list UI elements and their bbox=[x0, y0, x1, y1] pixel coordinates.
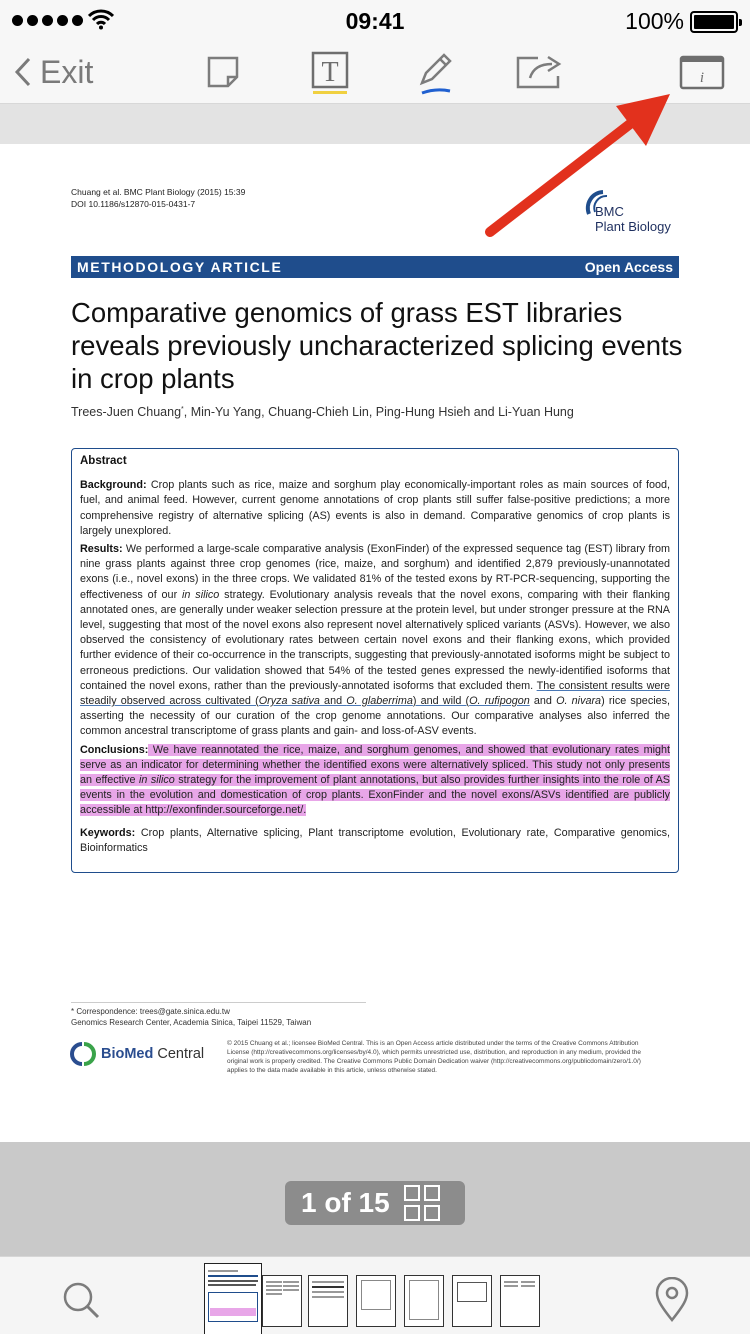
chevron-left-icon bbox=[14, 57, 32, 87]
share-icon bbox=[514, 54, 566, 90]
background-label: Background: bbox=[80, 479, 147, 492]
underlined-text: The consistent results were steadily observed across cultivated ( bbox=[80, 679, 670, 708]
biomed-icon bbox=[70, 1042, 96, 1066]
affiliation-line: Genomics Research Center, Academia Sinica, Taipei 11529, Taiwan bbox=[71, 1018, 312, 1027]
thumbnail-page-7[interactable] bbox=[500, 1275, 540, 1327]
info-icon bbox=[679, 54, 725, 90]
keywords-label: Keywords: bbox=[80, 826, 136, 839]
underlined-text: and bbox=[319, 695, 347, 708]
species-name: Oryza sativa bbox=[258, 695, 320, 708]
search-icon[interactable] bbox=[60, 1279, 104, 1323]
underlined-text: ) and wild ( bbox=[412, 695, 470, 708]
highlighted-text: strategy for the improvement of plant annotations, but also provides further insights into the role of AS events in the evolution and domestication of crop plants. ExonFinder and the novel exons/ASVs identified are publicly accessible at http://exonfinder.sourceforge.net/. bbox=[80, 774, 670, 817]
text-icon bbox=[310, 48, 350, 96]
exit-button[interactable] bbox=[14, 40, 124, 104]
page-indicator[interactable] bbox=[285, 1181, 465, 1225]
battery-percent: 100% bbox=[625, 8, 684, 34]
open-access-label: Open Access bbox=[584, 259, 673, 275]
thumbnail-page-3[interactable] bbox=[308, 1275, 348, 1327]
document-page[interactable] bbox=[0, 144, 750, 1142]
results-label: Results: bbox=[80, 543, 123, 556]
thumbnail-page-1[interactable] bbox=[204, 1263, 262, 1334]
correspondence-footnote bbox=[71, 1006, 311, 1028]
highlight-annotation[interactable] bbox=[80, 744, 670, 817]
text-tool-button[interactable] bbox=[308, 40, 352, 104]
pencil-tool-button[interactable] bbox=[412, 40, 458, 104]
species-name: O. nivara bbox=[556, 695, 602, 708]
pencil-icon bbox=[414, 47, 456, 97]
conclusions-label: Conclusions: bbox=[80, 743, 149, 756]
results-paragraph bbox=[80, 542, 670, 740]
red-arrow-annotation bbox=[480, 88, 680, 248]
grid-view-icon[interactable] bbox=[404, 1185, 440, 1221]
italic-term: in silico bbox=[182, 588, 220, 601]
license-text: © 2015 Chuang et al.; licensee BioMed Central. This is an Open Access article distributed under the terms of the Creative Commons Attribution License (http://creativecommons.org/licenses/by/4.0), which permits unrestricted use, distribution, and reproduction in any medium, provided the original work is properly credited. The Creative Commons Public Domain Dedication waiver (http://creativecommons.org/publicdomain/zero/1.0/) applies to the data made available in this article, unless otherwise stated. bbox=[227, 1040, 642, 1074]
exit-label: Exit bbox=[40, 53, 94, 90]
journal-line: Plant Biology bbox=[595, 219, 671, 234]
svg-text:i: i bbox=[699, 70, 705, 86]
citation bbox=[71, 186, 245, 210]
publisher-bold: BioMed bbox=[101, 1046, 154, 1062]
publisher-name bbox=[101, 1046, 204, 1062]
location-pin-icon[interactable] bbox=[652, 1277, 692, 1323]
battery-icon bbox=[690, 11, 738, 33]
corresponding-mark: * bbox=[181, 405, 184, 413]
citation-line: Chuang et al. BMC Plant Biology (2015) 15:39 bbox=[71, 187, 246, 197]
article-type: METHODOLOGY ARTICLE bbox=[77, 259, 283, 275]
background-text: Crop plants such as rice, maize and sorghum play economically-important roles as main sources of food, fuel, and animal feed. However, current genome annotations of crop plants still suffer false-positive predictions; a more comprehensive registry of alternative splicing (AS) events is also in demand. Comparative genomics of crop plants is largely unexplored. bbox=[80, 479, 670, 537]
author-list bbox=[71, 405, 574, 419]
footnote-divider bbox=[71, 1002, 366, 1003]
keywords-paragraph bbox=[80, 826, 670, 856]
clock: 09:41 bbox=[345, 8, 405, 34]
results-text: ) rice species, asserting the necessity of our curation of the crop genome annotations. Our comparative analyses also inferred the common ancestral transcriptome of grass plants and gain- and loss-of-ASV events. bbox=[80, 695, 671, 738]
article-title: Comparative genomics of grass EST libraries reveals previously uncharacterized splicing events in crop plants bbox=[71, 297, 683, 394]
thumbnail-page-6[interactable] bbox=[452, 1275, 492, 1327]
species-name: O. glaberrima bbox=[346, 695, 413, 708]
thumbnail-page-5[interactable] bbox=[404, 1275, 444, 1327]
svg-text:T: T bbox=[321, 57, 339, 88]
results-text: strategy. Evolutionary analysis reveals that the novel exons, comparing with their flanking annotated ones, are generally under weaker selection pressure at the protein level, but under stronger pressure at the RNA level, suggesting that most of the novel exons also represent novel alternatively spliced variants (ASVs). However, we also observed the consistency of evolutionary rates between certain novel exons and their flanking exons, which provided further evidence of their co-occurrence in the transcripts, suggesting that previously-annotated isoforms might be subject to erroneous predictions. Our validation showed that 54% of the tested genes expressed the newly-identified isoforms that contained the novel exons, rather than the previously-annotated isoforms that excluded them. bbox=[80, 588, 671, 692]
page-count: 1 of 15 bbox=[301, 1187, 390, 1218]
journal-line: BMC bbox=[595, 204, 624, 219]
authors-rest: , Min-Yu Yang, Chuang-Chieh Lin, Ping-Hung Hsieh and Li-Yuan Hung bbox=[183, 405, 574, 419]
species-name: O. rufipogon bbox=[469, 695, 530, 708]
abstract-box bbox=[71, 448, 679, 873]
italic-term: in silico bbox=[138, 774, 175, 787]
note-button[interactable] bbox=[200, 40, 246, 104]
note-icon bbox=[206, 55, 240, 89]
doi-line: DOI 10.1186/s12870-015-0431-7 bbox=[71, 199, 196, 209]
results-text: and bbox=[529, 695, 557, 708]
article-type-band bbox=[71, 256, 679, 278]
results-text: We performed a large-scale comparative analysis (ExonFinder) of the expressed sequence tag (EST) library from nine grass plants against three crop genomes (rice, maize, and sorghum) and identified 2,879 previously-unannotated exons (i.e., novel exons) in the three crops. We validated 81% of the tested exons by RT-PCR-sequencing, supporting the effectiveness of our bbox=[80, 543, 670, 601]
status-bar bbox=[0, 0, 750, 40]
thumbnail-page-2[interactable] bbox=[262, 1275, 302, 1327]
thumbnail-page-4[interactable] bbox=[356, 1275, 396, 1327]
background-paragraph bbox=[80, 478, 670, 539]
correspondence-line: * Correspondence: trees@gate.sinica.edu.tw bbox=[71, 1007, 230, 1016]
abstract-heading: Abstract bbox=[80, 455, 127, 467]
biomed-central-logo bbox=[70, 1042, 220, 1066]
highlighted-text: We have reannotated the rice, maize, and sorghum genomes, and showed that evolutionary rates might serve as an indicator for determining whether the identified exons were alternatively spliced. This study not only presents an effective bbox=[80, 743, 670, 787]
info-button[interactable] bbox=[676, 40, 728, 104]
publisher-rest: Central bbox=[153, 1046, 205, 1062]
conclusions-paragraph bbox=[80, 743, 670, 819]
keywords-text: Crop plants, Alternative splicing, Plant transcriptome evolution, Evolutionary rate, Comparative genomics, Bioinformatics bbox=[80, 826, 670, 854]
page-thumbnail-strip[interactable] bbox=[204, 1263, 544, 1334]
author: Trees-Juen Chuang bbox=[71, 405, 182, 419]
bottom-bar bbox=[0, 1256, 750, 1334]
